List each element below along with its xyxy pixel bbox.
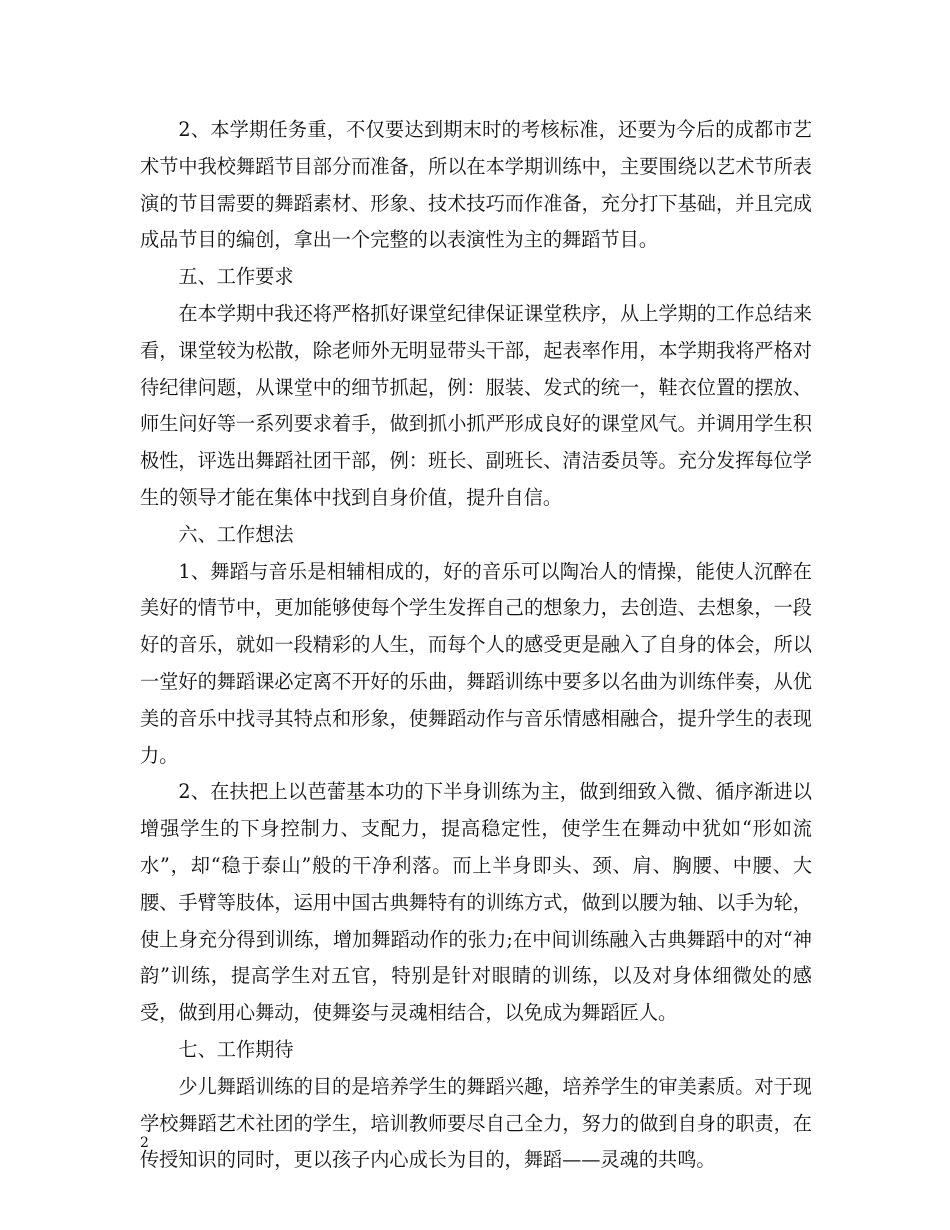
page-number: 2 <box>140 1135 149 1151</box>
paragraph-training-goal: 少儿舞蹈训练的目的是培养学生的舞蹈兴趣，培养学生的审美素质。对于现学校舞蹈艺术社团的学生，培训教师要尽自己全力，努力的做到自身的职责，在传授知识的同时，更以孩子内心成长为目的，舞蹈——灵魂的共鸣。 <box>140 1074 812 1172</box>
section-heading-work-expectations: 七、工作期待 <box>178 1037 294 1061</box>
paragraph-classroom-discipline: 在本学期中我还将严格抓好课堂纪律保证课堂秩序，从上学期的工作总结来看，课堂较为松散，除老师外无明显带头干部，起表率作用，本学期我将严格对待纪律问题，从课堂中的细节抓起，例：服装、发式的统一，鞋衣位置的摆放、师生问好等一系列要求着手，做到抓小抓严形成良好的课堂风气。并调用学生积极性，评选出舞蹈社团干部，例：班长、副班长、清洁委员等。充分发挥每位学生的领导才能在集体中找到自身价值，提升自信。 <box>140 301 812 509</box>
section-heading-work-ideas: 六、工作想法 <box>178 522 294 546</box>
document-body <box>140 112 812 1179</box>
paragraph-task-heavy: 2、本学期任务重，不仅要达到期末时的考核标准，还要为今后的成都市艺术节中我校舞蹈节目部分而准备，所以在本学期训练中，主要围绕以艺术节所表演的节目需要的舞蹈素材、形象、技术技巧而作准备，充分打下基础，并且完成成品节目的编创，拿出一个完整的以表演性为主的舞蹈节目。 <box>140 118 812 252</box>
paragraph-dance-and-music: 1、舞蹈与音乐是相辅相成的，好的音乐可以陶冶人的情操，能使人沉醉在美好的情节中，更加能够使每个学生发挥自己的想象力，去创造、去想象，一段好的音乐，就如一段精彩的人生，而每个人的感受更是融入了自身的体会，所以一堂好的舞蹈课必定离不开好的乐曲，舞蹈训练中要多以名曲为训练伴奏，从优美的音乐中找寻其特点和形象，使舞蹈动作与音乐情感相融合，提升学生的表现力。 <box>140 559 812 767</box>
section-heading-work-requirements: 五、工作要求 <box>178 265 294 289</box>
paragraph-barre-training: 2、在扶把上以芭蕾基本功的下半身训练为主，做到细致入微、循序渐进以增强学生的下身控制力、支配力，提高稳定性，使学生在舞动中犹如“形如流水”，却“稳于泰山”般的干净利落。而上半身即头、颈、肩、胸腰、中腰、大腰、手臂等肢体，运用中国古典舞特有的训练方式，做到以腰为轴、以手为轮，使上身充分得到训练，增加舞蹈动作的张力;在中间训练融入古典舞蹈中的对“神韵”训练，提高学生对五官，特别是针对眼睛的训练，以及对身体细微处的感受，做到用心舞动，使舞姿与灵魂相结合，以免成为舞蹈匠人。 <box>140 780 812 1025</box>
